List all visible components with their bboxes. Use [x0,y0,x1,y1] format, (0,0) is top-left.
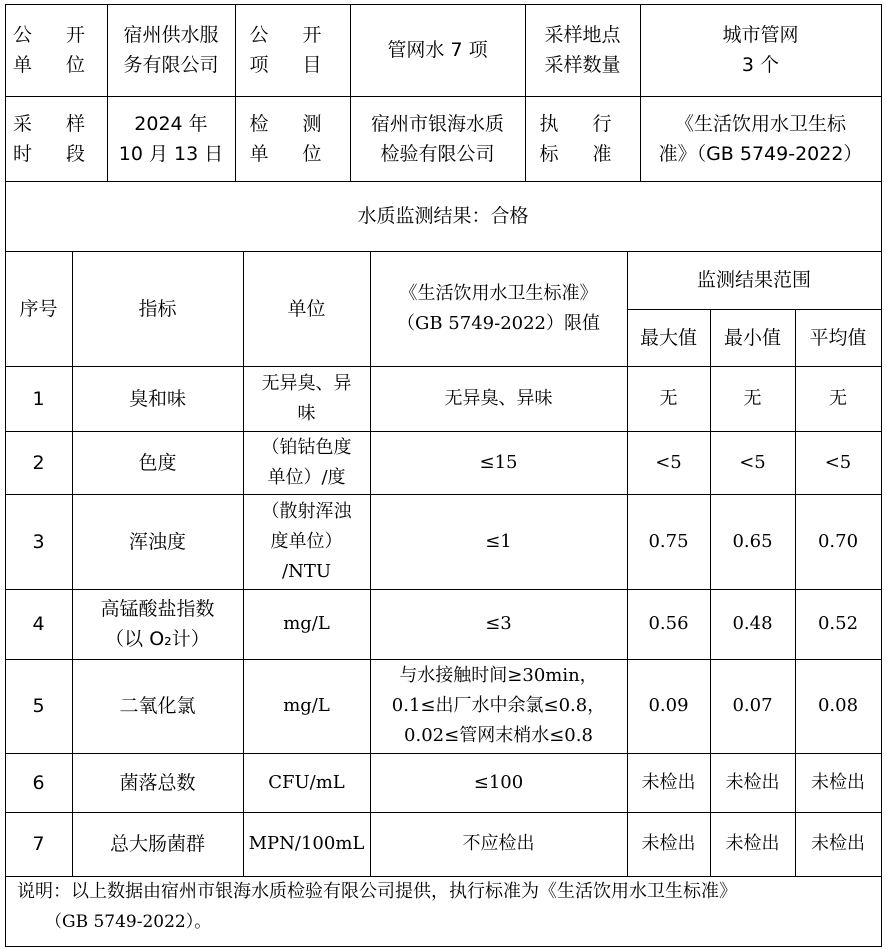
row-limit [370,366,627,431]
row-avg [795,366,881,431]
row-unit-line: 单位）/度 [267,466,346,488]
header-cell [640,4,881,96]
row-unit [243,589,370,659]
row-index [5,659,72,753]
row-indicator-text [138,448,176,478]
header-cell [235,4,350,96]
header-cell-text [13,20,99,80]
row-max-text [642,829,696,859]
row-max-line: 0.56 [648,613,689,634]
row-unit-text [262,369,352,429]
row-max-line: 未检出 [641,771,696,793]
header-cell [350,96,525,181]
row-indicator-text [129,384,186,414]
result-title-line: 水质监测结果：合格 [357,205,529,227]
col-unit-line: 单位 [287,297,326,320]
row-indicator [72,589,243,659]
header-cell-line: 时 段 [12,142,100,165]
row-avg-text [811,768,865,798]
row-avg-line: 未检出 [811,833,865,854]
row-avg-line: 未检出 [811,771,865,793]
row-indicator [72,431,243,494]
row-unit-text [283,691,330,721]
row-avg [795,431,881,494]
header-cell-text [544,20,620,80]
row-index [5,366,72,431]
row-indicator-line: 色度 [138,451,177,474]
row-index-line: 4 [32,613,45,635]
header-cell [107,96,235,181]
row-indicator-text [110,829,205,859]
row-min-line: 0.48 [732,613,773,634]
row-limit-line: 0.02≤管网末梢水≤0.8 [404,725,593,746]
row-avg [795,494,881,589]
row-unit-text [262,497,352,587]
row-unit [243,494,370,589]
row-indicator [72,753,243,812]
row-limit [370,494,627,589]
col-indicator-line: 指标 [138,297,177,320]
row-limit-line: ≤3 [485,613,512,634]
row-limit-text [392,661,605,751]
col-avg [795,309,881,366]
col-max-line: 最大值 [639,326,697,349]
header-cell-line: 务有限公司 [123,54,219,76]
row-min-line: 0.07 [732,695,773,716]
row-index [5,494,72,589]
row-index-line: 7 [32,833,45,855]
row-max [627,812,710,876]
row-limit-line: 0.1≤出厂水中余氯≤0.8， [391,695,606,716]
header-cell-text [722,20,798,80]
row-min [710,589,795,659]
row-min [710,366,795,431]
row-index-text [32,384,44,414]
row-max-line: <5 [655,451,682,473]
row-index-text [32,691,44,721]
row-min [710,431,795,494]
row-max [627,589,710,659]
row-limit-text [485,527,512,557]
header-cell-text [13,109,99,169]
row-index-text [32,829,44,859]
row-limit-line: ≤1 [485,530,512,552]
header-cell [525,96,640,181]
header-cell-line: 宿州市银海水质 [370,112,504,135]
row-index [5,812,72,876]
col-avg-line: 平均值 [809,326,867,349]
col-indicator-text [138,294,176,324]
row-unit-line: CFU/mL [268,771,345,793]
row-indicator-text [129,527,186,557]
row-avg-line: 0.08 [817,695,859,716]
header-cell-line: 单 位 [249,142,336,165]
header-cell-text [249,109,335,169]
row-index-line: 1 [32,387,45,410]
header-cell-line: 检 测 [249,112,336,135]
row-index [5,753,72,812]
row-avg [795,659,881,753]
row-min-text [726,768,780,798]
header-cell-line: 宿州供水服 [123,24,219,46]
col-avg-text [809,323,866,353]
row-indicator [72,366,243,431]
row-unit [243,753,370,812]
col-limit [370,251,627,366]
row-unit-line: 度单位） [270,530,343,552]
row-min-line: 未检出 [725,833,780,854]
header-cell-text [371,109,504,169]
row-indicator-line: 二氧化氯 [119,695,196,717]
row-indicator-text [119,691,195,721]
row-max-text [648,691,688,721]
note [17,876,877,938]
header-cell-line: 管网水 7 项 [387,39,488,61]
row-limit-text [474,768,523,798]
result-title-text [357,201,528,231]
row-min-line: <5 [739,451,766,473]
row-index-line: 6 [32,771,45,794]
row-index-line: 5 [32,695,45,717]
row-max [627,366,710,431]
note-line-2: （GB 5749-2022）。 [45,912,212,932]
row-indicator-line: 高锰酸盐指数 [100,598,215,620]
row-limit-text [445,384,553,414]
row-unit-line: （铂钴色度 [261,436,352,458]
col-index-line: 序号 [19,297,58,320]
row-unit [243,659,370,753]
row-indicator-text [100,594,214,654]
row-unit-line: mg/L [283,695,330,716]
result-title [5,181,881,251]
row-unit-line: 味 [297,402,316,424]
row-min-line: 未检出 [725,771,780,793]
row-unit [243,366,370,431]
row-avg [795,753,881,812]
row-avg-text [818,691,858,721]
row-limit-text [485,609,512,639]
col-max-text [640,323,697,353]
row-min-line: 0.65 [732,530,773,552]
row-max-line: 未检出 [641,833,696,854]
header-cell-line: 采 样 [12,112,100,135]
row-max-text [655,448,682,478]
header-cell-text [123,20,218,80]
row-index-line: 3 [32,530,45,553]
header-cell-line: 准》（GB 5749-2022） [658,142,863,165]
row-min [710,753,795,812]
grid-line [881,4,882,947]
header-cell-text [387,35,487,65]
row-unit-line: （散射浑浊 [261,500,352,522]
row-max [627,659,710,753]
row-index [5,589,72,659]
header-cell-line: 公 开 [12,24,100,46]
col-min [710,309,795,366]
row-indicator [72,812,243,876]
row-unit-text [262,433,352,493]
header-cell-text [539,109,625,169]
row-max-text [648,527,688,557]
row-index-text [32,448,44,478]
row-limit-line: 与水接触时间≥30min， [399,665,598,686]
row-min-text [739,448,766,478]
header-cell [5,4,107,96]
row-max [627,753,710,812]
row-indicator [72,659,243,753]
row-unit [243,431,370,494]
row-limit [370,753,627,812]
row-avg-line: 0.70 [817,530,859,552]
header-cell-line: 执 行 [539,112,626,135]
row-indicator-line: 臭和味 [128,387,186,410]
row-limit [370,431,627,494]
header-cell-line: 3 个 [741,54,780,76]
row-indicator-line: 浑浊度 [128,530,186,553]
row-min-text [732,609,772,639]
row-max-text [648,609,688,639]
row-avg-text [825,448,852,478]
row-limit-line: 不应检出 [462,833,535,854]
row-limit-text [480,448,518,478]
grid-line [5,946,882,947]
row-max-line: 0.09 [648,695,689,716]
row-limit-text [463,829,535,859]
row-unit-text [268,768,345,798]
row-indicator-text [119,768,195,798]
col-min-line: 最小值 [723,326,781,349]
row-index-text [32,768,44,798]
row-avg-text [811,829,865,859]
row-unit-line: MPN/100mL [248,833,365,854]
row-min [710,659,795,753]
row-avg-text [829,384,847,414]
note-line-1: 说明：以上数据由宿州市银海水质检验有限公司提供，执行标准为《生活饮用水卫生标准》 [17,881,737,902]
col-limit-line: （GB 5749-2022）限值 [396,312,601,334]
row-avg-line: 0.52 [817,613,859,634]
header-cell [640,96,881,181]
col-indicator [72,251,243,366]
col-min-text [724,323,781,353]
row-indicator-line: 菌落总数 [119,771,196,794]
row-max-line: 0.75 [648,530,689,552]
row-max-text [642,768,696,798]
col-unit [243,251,370,366]
row-index-text [32,609,44,639]
row-min-text [732,691,772,721]
header-cell-line: 检验有限公司 [380,142,495,165]
row-limit-line: 无异臭、异味 [444,387,553,409]
header-cell-line: 单 位 [12,54,100,76]
col-max [627,309,710,366]
row-min-text [744,384,762,414]
header-cell [107,4,235,96]
col-unit-text [287,294,325,324]
row-min [710,494,795,589]
header-cell-line: 《生活饮用水卫生标 [674,112,846,135]
row-limit-line: ≤100 [473,771,524,793]
row-min-line: 无 [743,387,762,409]
row-min-text [732,527,772,557]
row-max [627,494,710,589]
col-index-text [19,294,57,324]
header-cell-line: 采样地点 [544,24,621,46]
row-unit-line: mg/L [283,613,330,634]
header-cell [525,4,640,96]
header-cell-line: 标 准 [539,142,626,165]
row-min [710,812,795,876]
row-unit-line: 无异臭、异 [261,372,352,394]
header-cell-text [119,109,223,169]
header-cell-line: 10 月 13 日 [118,142,224,165]
row-max [627,431,710,494]
header-cell-line: 公 开 [249,24,336,46]
row-indicator-line: （以 O₂计） [105,628,210,650]
row-index-line: 2 [32,451,45,474]
row-index [5,431,72,494]
row-limit [370,812,627,876]
col-limit-text [397,279,600,339]
row-avg-line: <5 [824,451,852,473]
col-range [627,251,881,309]
header-cell-line: 2024 年 [134,112,208,135]
row-avg-text [818,609,858,639]
header-cell-line: 项 目 [249,54,336,76]
row-unit-text [283,609,330,639]
header-cell-line: 采样数量 [544,54,621,76]
row-avg-line: 无 [829,387,847,409]
row-max-line: 无 [659,387,678,409]
header-cell [350,4,525,96]
row-unit-text [249,829,365,859]
row-min-text [726,829,780,859]
row-limit [370,659,627,753]
header-cell-text [249,20,335,80]
row-indicator [72,494,243,589]
row-avg [795,812,881,876]
header-cell-line: 城市管网 [722,24,799,46]
row-max-text [660,384,678,414]
col-range-line: 监测结果范围 [696,269,811,291]
row-index-text [32,527,44,557]
header-cell [235,96,350,181]
row-unit [243,812,370,876]
row-limit-line: ≤15 [479,451,518,473]
row-indicator-line: 总大肠菌群 [109,833,205,855]
header-cell [5,96,107,181]
row-unit-line: /NTU [282,560,331,582]
row-limit [370,589,627,659]
header-cell-text [659,109,863,169]
row-avg-text [818,527,858,557]
col-range-text [697,265,811,295]
col-index [5,251,72,366]
water-quality-table [5,4,881,946]
col-limit-line: 《生活饮用水卫生标准》 [399,282,598,304]
row-avg [795,589,881,659]
